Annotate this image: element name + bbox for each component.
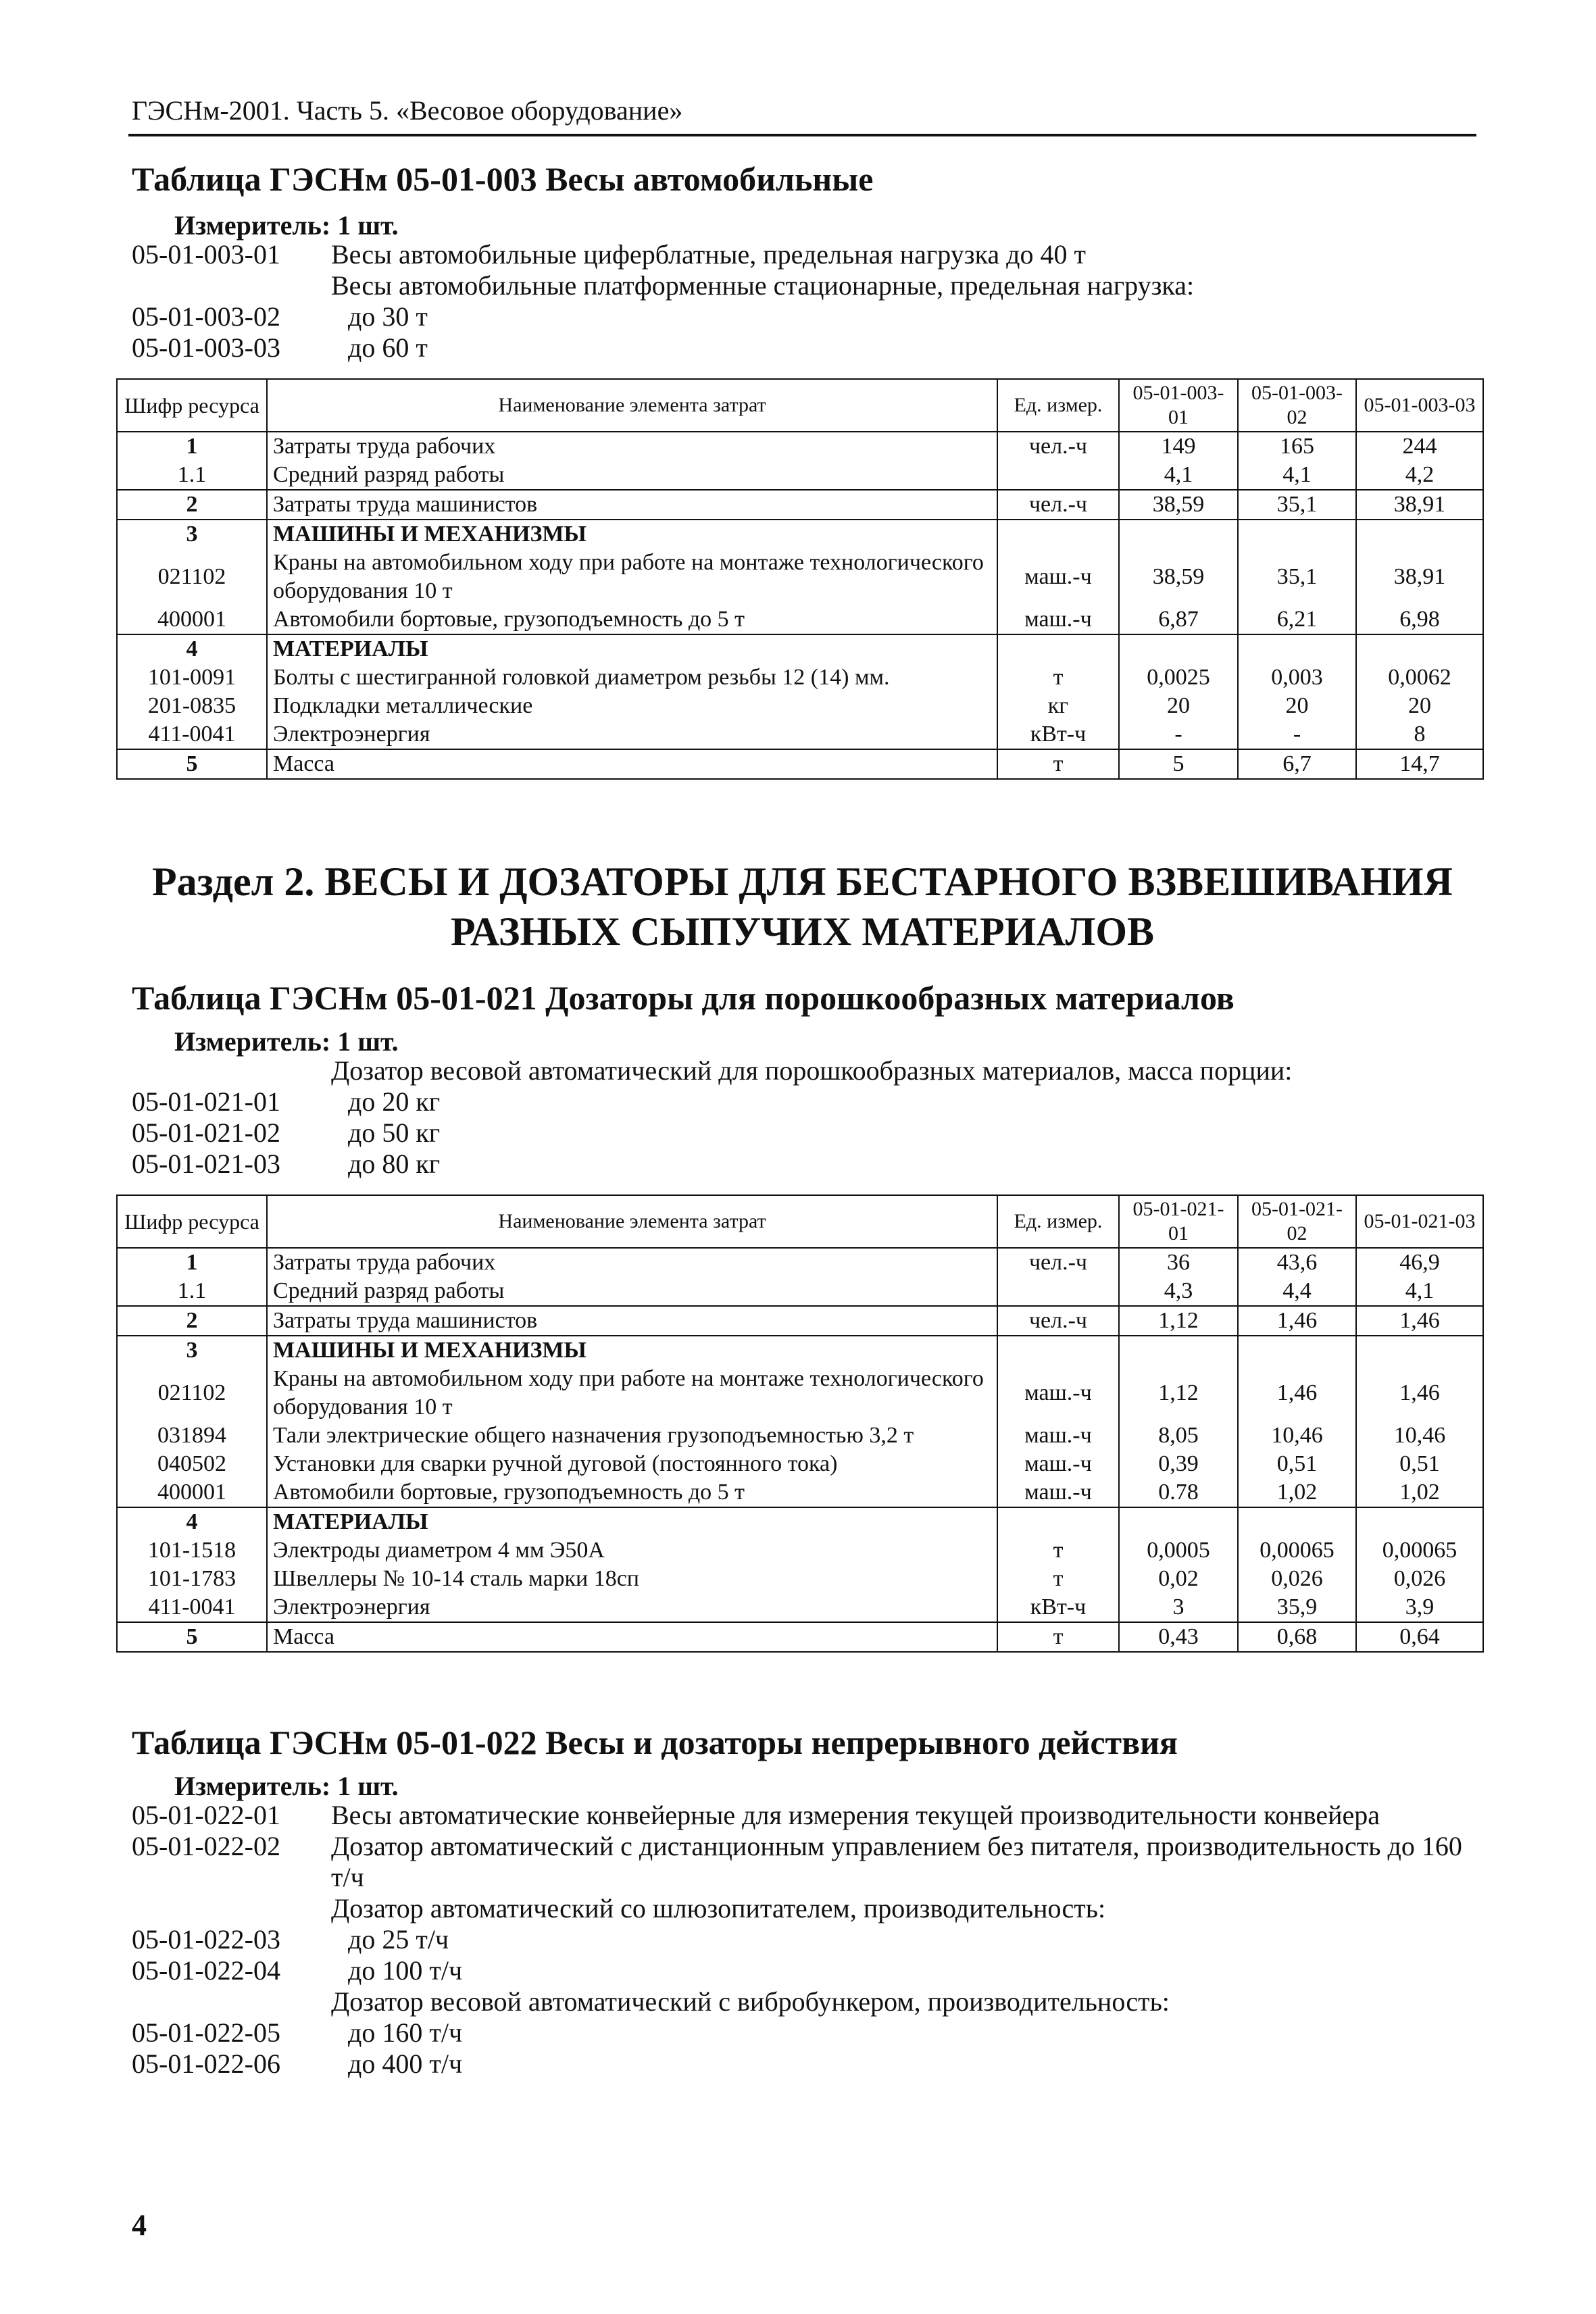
cell-unit: т — [997, 749, 1119, 779]
header-col2: 05-01-003-02 — [1238, 379, 1356, 432]
cell-unit: чел.-ч — [997, 432, 1119, 461]
cell-value-3: 38,91 — [1356, 490, 1483, 520]
header-col1: 05-01-003-01 — [1119, 379, 1238, 432]
cell-unit: т — [997, 1565, 1119, 1593]
cell-value-3: 20 — [1356, 692, 1483, 720]
cell-value-3: 1,46 — [1356, 1306, 1483, 1336]
cell-unit: маш.-ч — [997, 549, 1119, 605]
cell-name: Автомобили бортовые, грузоподъемность до 5 т — [267, 1478, 997, 1507]
table-row — [117, 1565, 1483, 1593]
table-022-title: Таблица ГЭСНм 05-01-022 Весы и дозаторы непрерывного действия — [132, 1724, 1178, 1761]
cell-unit: чел.-ч — [997, 1306, 1119, 1336]
cell-name: МАТЕРИАЛЫ — [267, 634, 997, 663]
cell-value-1 — [1119, 1507, 1238, 1536]
cell-unit: маш.-ч — [997, 1478, 1119, 1507]
cell-code: 1 — [117, 1248, 267, 1277]
cell-value-2: 0,68 — [1238, 1622, 1356, 1652]
item-text: Весы автомобильные платформенные стационарные, предельная нагрузка: — [331, 270, 1195, 301]
cell-value-3: 1,46 — [1356, 1365, 1483, 1422]
cell-code: 101-1783 — [117, 1565, 267, 1593]
cell-unit: маш.-ч — [997, 1365, 1119, 1422]
header-col3: 05-01-021-03 — [1356, 1195, 1483, 1248]
cell-value-1: 5 — [1119, 749, 1238, 779]
table-row — [117, 1277, 1483, 1306]
cell-name: Краны на автомобильном ходу при работе на монтаже технологического оборудования 10 т — [267, 1365, 997, 1422]
cell-name: Средний разряд работы — [267, 461, 997, 490]
header-rule — [128, 134, 1476, 136]
cell-code: 2 — [117, 1306, 267, 1336]
cell-code: 400001 — [117, 1478, 267, 1507]
cell-value-2 — [1238, 520, 1356, 549]
item-code: 05-01-022-02 — [132, 1831, 280, 1861]
table-row — [117, 461, 1483, 490]
cell-unit: чел.-ч — [997, 490, 1119, 520]
cell-value-1: 0,0005 — [1119, 1536, 1238, 1565]
item-text: до 50 кг — [348, 1117, 441, 1148]
cell-name: Швеллеры № 10-14 сталь марки 18сп — [267, 1565, 997, 1593]
cell-value-2: 4,4 — [1238, 1277, 1356, 1306]
item-text: Дозатор автоматический с дистанционным управлением без питателя, производительность до 160 т/ч — [331, 1831, 1462, 1892]
cell-value-1: 0,02 — [1119, 1565, 1238, 1593]
cell-value-3: 3,9 — [1356, 1593, 1483, 1622]
cell-value-2: 0,00065 — [1238, 1536, 1356, 1565]
table-row — [117, 605, 1483, 634]
cell-unit: чел.-ч — [997, 1248, 1119, 1277]
cell-value-3 — [1356, 520, 1483, 549]
cell-value-2 — [1238, 634, 1356, 663]
table-row — [117, 1536, 1483, 1565]
cell-value-2 — [1238, 1507, 1356, 1536]
cell-code: 4 — [117, 1507, 267, 1536]
table-row — [117, 720, 1483, 749]
table-003-measure: Измеритель: 1 шт. — [174, 210, 399, 241]
cell-unit: т — [997, 663, 1119, 692]
cell-value-3: 1,02 — [1356, 1478, 1483, 1507]
table-022-measure: Измеритель: 1 шт. — [174, 1771, 399, 1801]
cell-value-3 — [1356, 1507, 1483, 1536]
cell-value-1: - — [1119, 720, 1238, 749]
cell-value-1: 3 — [1119, 1593, 1238, 1622]
cell-value-1: 4,1 — [1119, 461, 1238, 490]
table-row — [117, 634, 1483, 663]
cell-code: 021102 — [117, 1365, 267, 1422]
cell-code: 411-0041 — [117, 1593, 267, 1622]
cell-value-3: 8 — [1356, 720, 1483, 749]
table-row — [117, 692, 1483, 720]
cell-value-2: 20 — [1238, 692, 1356, 720]
item-code: 05-01-022-06 — [132, 2048, 280, 2079]
cell-name: МАШИНЫ И МЕХАНИЗМЫ — [267, 1336, 997, 1365]
table-row — [117, 520, 1483, 549]
cell-name: Средний разряд работы — [267, 1277, 997, 1306]
item-code: 05-01-021-03 — [132, 1149, 280, 1179]
table-row — [117, 1336, 1483, 1365]
item-code: 05-01-003-02 — [132, 301, 280, 332]
header-unit: Ед. измер. — [997, 1195, 1119, 1248]
cell-value-3: 0,64 — [1356, 1622, 1483, 1652]
cell-name: Автомобили бортовые, грузоподъемность до 5 т — [267, 605, 997, 634]
item-text: до 400 т/ч — [348, 2048, 463, 2079]
resource-table-021 — [116, 1194, 1484, 1653]
cell-code: 201-0835 — [117, 692, 267, 720]
cell-value-1: 6,87 — [1119, 605, 1238, 634]
item-text: Весы автоматические конвейерные для измерения текущей производительности конвейера — [331, 1800, 1380, 1830]
cell-value-3 — [1356, 634, 1483, 663]
table-003-title: Таблица ГЭСНм 05-01-003 Весы автомобильные — [132, 160, 874, 198]
cell-unit — [997, 520, 1119, 549]
cell-value-2: 1,46 — [1238, 1306, 1356, 1336]
item-text: до 100 т/ч — [348, 1955, 463, 1986]
cell-value-3: 0,00065 — [1356, 1536, 1483, 1565]
cell-unit: т — [997, 1622, 1119, 1652]
cell-value-1: 8,05 — [1119, 1422, 1238, 1450]
cell-unit: маш.-ч — [997, 605, 1119, 634]
item-text: до 30 т — [348, 301, 428, 332]
cell-value-1: 1,12 — [1119, 1365, 1238, 1422]
item-text: до 25 т/ч — [348, 1924, 449, 1955]
cell-unit — [997, 461, 1119, 490]
cell-unit: маш.-ч — [997, 1422, 1119, 1450]
table-021-title: Таблица ГЭСНм 05-01-021 Дозаторы для порошкообразных материалов — [132, 979, 1235, 1017]
cell-name: Затраты труда машинистов — [267, 490, 997, 520]
cell-code: 2 — [117, 490, 267, 520]
cell-value-1: 149 — [1119, 432, 1238, 461]
cell-name: Затраты труда рабочих — [267, 432, 997, 461]
cell-code: 5 — [117, 749, 267, 779]
cell-value-3: 4,1 — [1356, 1277, 1483, 1306]
cell-value-2: 43,6 — [1238, 1248, 1356, 1277]
table-row — [117, 549, 1483, 605]
cell-value-2: 4,1 — [1238, 461, 1356, 490]
cell-name: Тали электрические общего назначения грузоподъемностью 3,2 т — [267, 1422, 997, 1450]
cell-value-1: 36 — [1119, 1248, 1238, 1277]
cell-value-3: 46,9 — [1356, 1248, 1483, 1277]
item-text: до 160 т/ч — [348, 2017, 463, 2048]
cell-name: Краны на автомобильном ходу при работе на монтаже технологического оборудования 10 т — [267, 549, 997, 605]
cell-code: 1.1 — [117, 1277, 267, 1306]
cell-value-1: 0.78 — [1119, 1478, 1238, 1507]
table-row — [117, 1478, 1483, 1507]
table-row — [117, 1507, 1483, 1536]
cell-value-2 — [1238, 1336, 1356, 1365]
resource-table-003 — [116, 378, 1484, 780]
cell-unit: кВт-ч — [997, 720, 1119, 749]
section-title-line1: Раздел 2. ВЕСЫ И ДОЗАТОРЫ ДЛЯ БЕСТАРНОГО ВЗВЕШИВАНИЯ — [152, 859, 1453, 904]
cell-name: Затраты труда машинистов — [267, 1306, 997, 1336]
cell-value-2: 0,003 — [1238, 663, 1356, 692]
table-row — [117, 749, 1483, 779]
cell-code: 031894 — [117, 1422, 267, 1450]
cell-value-3: 4,2 — [1356, 461, 1483, 490]
cell-unit — [997, 1507, 1119, 1536]
cell-code: 101-0091 — [117, 663, 267, 692]
cell-value-3: 0,51 — [1356, 1450, 1483, 1478]
header-code: Шифр ресурса — [117, 1195, 267, 1248]
cell-value-2: 0,51 — [1238, 1450, 1356, 1478]
cell-value-3: 244 — [1356, 432, 1483, 461]
cell-name: МАШИНЫ И МЕХАНИЗМЫ — [267, 520, 997, 549]
item-code: 05-01-003-03 — [132, 332, 280, 363]
cell-unit — [997, 1277, 1119, 1306]
section-title-line2: РАЗНЫХ СЫПУЧИХ МАТЕРИАЛОВ — [450, 909, 1155, 954]
cell-value-1: 38,59 — [1119, 490, 1238, 520]
cell-value-2: 0,026 — [1238, 1565, 1356, 1593]
cell-name: Затраты труда рабочих — [267, 1248, 997, 1277]
cell-unit: кг — [997, 692, 1119, 720]
cell-value-2: 35,9 — [1238, 1593, 1356, 1622]
cell-code: 1.1 — [117, 461, 267, 490]
cell-value-1 — [1119, 520, 1238, 549]
cell-value-3: 0,026 — [1356, 1565, 1483, 1593]
cell-unit: т — [997, 1536, 1119, 1565]
cell-value-3 — [1356, 1336, 1483, 1365]
cell-code: 021102 — [117, 549, 267, 605]
header-unit: Ед. измер. — [997, 379, 1119, 432]
cell-value-1: 4,3 — [1119, 1277, 1238, 1306]
item-code: 05-01-021-01 — [132, 1086, 280, 1117]
cell-code: 1 — [117, 432, 267, 461]
item-text: Дозатор весовой автоматический с вибробункером, производительность: — [331, 1986, 1170, 2017]
cell-unit — [997, 1336, 1119, 1365]
cell-name: Установки для сварки ручной дуговой (постоянного тока) — [267, 1450, 997, 1478]
table-row — [117, 1248, 1483, 1277]
header-col2: 05-01-021-02 — [1238, 1195, 1356, 1248]
table-row — [117, 490, 1483, 520]
item-code: 05-01-021-02 — [132, 1117, 280, 1148]
item-code: 05-01-022-05 — [132, 2017, 280, 2048]
header-col1: 05-01-021-01 — [1119, 1195, 1238, 1248]
table-row — [117, 1365, 1483, 1422]
header-code: Шифр ресурса — [117, 379, 267, 432]
item-text: до 60 т — [348, 332, 428, 363]
table-row — [117, 1450, 1483, 1478]
cell-value-3: 38,91 — [1356, 549, 1483, 605]
header-col3: 05-01-003-03 — [1356, 379, 1483, 432]
item-text: до 80 кг — [348, 1149, 441, 1179]
item-text: до 20 кг — [348, 1086, 441, 1117]
item-text: Дозатор весовой автоматический для порошкообразных материалов, масса порции: — [331, 1055, 1293, 1086]
cell-value-1 — [1119, 634, 1238, 663]
cell-value-1: 0,43 — [1119, 1622, 1238, 1652]
cell-code: 101-1518 — [117, 1536, 267, 1565]
cell-code: 3 — [117, 1336, 267, 1365]
section-title — [128, 857, 1476, 957]
cell-code: 3 — [117, 520, 267, 549]
cell-value-2: 165 — [1238, 432, 1356, 461]
cell-value-1: 20 — [1119, 692, 1238, 720]
cell-value-2: 35,1 — [1238, 490, 1356, 520]
item-code: 05-01-003-01 — [132, 239, 280, 270]
cell-name: Электроды диаметром 4 мм Э50А — [267, 1536, 997, 1565]
item-code: 05-01-022-04 — [132, 1955, 280, 1986]
cell-value-2: 1,46 — [1238, 1365, 1356, 1422]
cell-value-2: 1,02 — [1238, 1478, 1356, 1507]
table-021-measure: Измеритель: 1 шт. — [174, 1026, 399, 1057]
cell-code: 411-0041 — [117, 720, 267, 749]
cell-value-2: 35,1 — [1238, 549, 1356, 605]
running-header: ГЭСНм-2001. Часть 5. «Весовое оборудование» — [132, 95, 683, 126]
item-text: Дозатор автоматический со шлюзопитателем, производительность: — [331, 1893, 1106, 1923]
cell-value-1 — [1119, 1336, 1238, 1365]
cell-name: Масса — [267, 749, 997, 779]
item-code: 05-01-022-01 — [132, 1800, 280, 1830]
cell-value-2: 10,46 — [1238, 1422, 1356, 1450]
cell-value-2: - — [1238, 720, 1356, 749]
cell-value-1: 38,59 — [1119, 549, 1238, 605]
cell-unit: маш.-ч — [997, 1450, 1119, 1478]
cell-value-1: 1,12 — [1119, 1306, 1238, 1336]
cell-name: МАТЕРИАЛЫ — [267, 1507, 997, 1536]
page-number: 4 — [132, 2209, 147, 2242]
header-name: Наименование элемента затрат — [267, 379, 997, 432]
cell-unit — [997, 634, 1119, 663]
cell-value-1: 0,39 — [1119, 1450, 1238, 1478]
table-row — [117, 1422, 1483, 1450]
cell-code: 040502 — [117, 1450, 267, 1478]
cell-value-1: 0,0025 — [1119, 663, 1238, 692]
item-code: 05-01-022-03 — [132, 1924, 280, 1955]
cell-value-2: 6,7 — [1238, 749, 1356, 779]
cell-name: Болты с шестигранной головкой диаметром резьбы 12 (14) мм. — [267, 663, 997, 692]
cell-value-3: 0,0062 — [1356, 663, 1483, 692]
cell-code: 400001 — [117, 605, 267, 634]
cell-name: Масса — [267, 1622, 997, 1652]
table-row — [117, 663, 1483, 692]
cell-value-3: 14,7 — [1356, 749, 1483, 779]
table-row — [117, 1593, 1483, 1622]
table-row — [117, 1306, 1483, 1336]
cell-code: 4 — [117, 634, 267, 663]
cell-name: Подкладки металлические — [267, 692, 997, 720]
item-text: Весы автомобильные циферблатные, предельная нагрузка до 40 т — [331, 239, 1086, 270]
cell-name: Электроэнергия — [267, 1593, 997, 1622]
cell-code: 5 — [117, 1622, 267, 1652]
cell-unit: кВт-ч — [997, 1593, 1119, 1622]
table-row — [117, 432, 1483, 461]
cell-value-3: 10,46 — [1356, 1422, 1483, 1450]
cell-name: Электроэнергия — [267, 720, 997, 749]
table-row — [117, 1622, 1483, 1652]
cell-value-2: 6,21 — [1238, 605, 1356, 634]
header-name: Наименование элемента затрат — [267, 1195, 997, 1248]
cell-value-3: 6,98 — [1356, 605, 1483, 634]
